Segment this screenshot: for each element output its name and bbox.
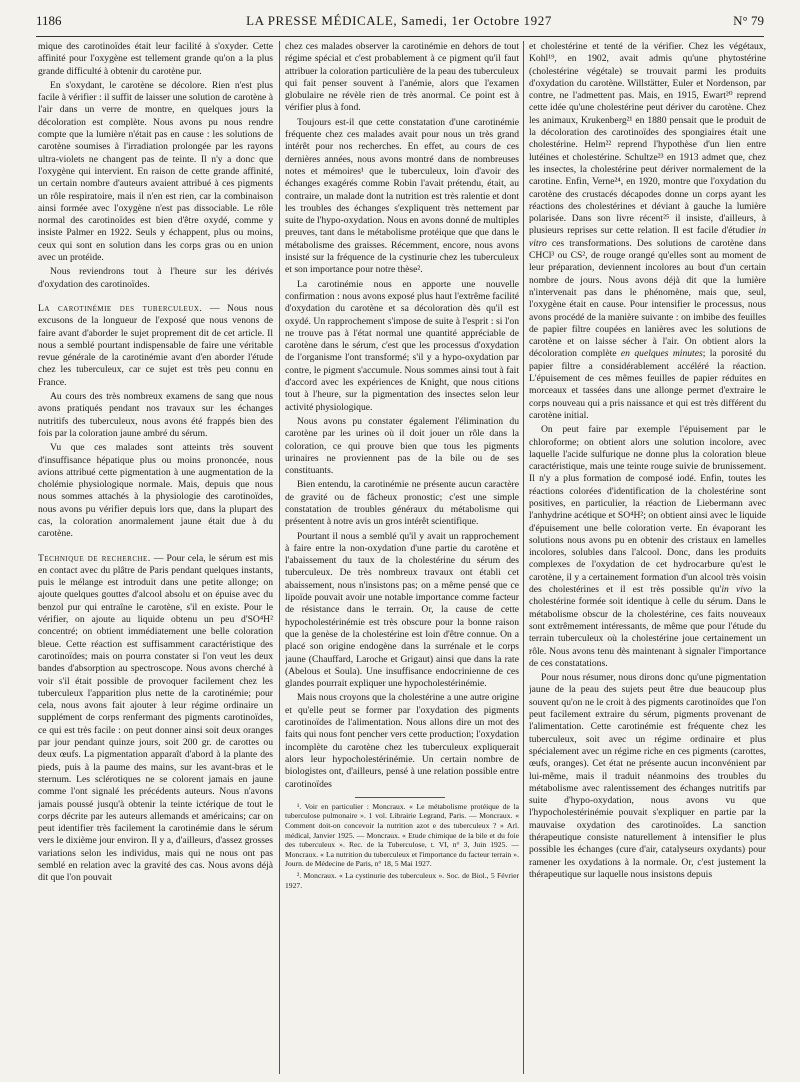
paragraph: mique des carotinoïdes était leur facilité à s'oxyder. Cette affinité pour l'oxygène est tellement grande qu'on a la plus grande difficulté à obtenir du carotène pur. bbox=[38, 41, 273, 77]
paragraph: Pour nous résumer, nous dirons donc qu'une pigmentation jaune de la peau des sujets peut être due beaucoup plus souvent qu'on ne le croit à des pigments carotinoïdes que l'on peut facilement extraire du sérum, pigments provenant de l'alimentation. Cette carotinémie est fréquente chez les tuberculeux, soit avec un régime ordinaire et plus spécialement avec un régime riche en ces pigments (carottes, œufs, oranges). Cet état ne présente aucun inconvénient par lui-même, mais il traduit néanmoins des troubles du métabolisme avec ralentissement des échanges nutritifs par suite d'hypo-oxydation, nous avons vu que l'hypocholestérinémie pouvait s'expliquer en partie par la mauvaise oxydation des carotinoïdes. La sanction thérapeutique consiste naturellement à intensifier le plus possible les échanges (cure d'air, catalyseurs oxydants) pour ramener les oxydations à la normale. Or, c'est justement la thérapeutique sur laquelle nous insistons depuis bbox=[529, 672, 766, 880]
paragraph: Bien entendu, la carotinémie ne présente aucun caractère de gravité ou de fâcheux pronostic; c'est une simple constatation de troubles généraux du métabolisme qui présentent à notre avis un gros intérêt scientifique. bbox=[285, 479, 519, 528]
paragraph-text: — Nous nous excusons de la longueur de l'exposé que nous venons de faire avant d'aborder le sujet proprement dit de cet article. Il nous a semblé pourtant indispensable de faire une véritable revue générale de la carotinémie avant d'en aborder l'étude chez les tuberculeux, car ce sujet est très peu connu en France. bbox=[38, 302, 273, 388]
issue-number: N° 79 bbox=[733, 13, 764, 28]
paragraph: Toujours est-il que cette constatation d'une carotinémie fréquente chez ces malades avait pour nous un très grand intérêt pour nos recherches. En effet, au cours de ces dernières années, nous avons montré dans de nombreuses notes et mémoires¹ que le tuberculeux, loin d'avoir des échanges exagérés comme Robin l'avait prétendu, était, au contraire, un malade dont la nutrition est très ralentie et dont les troubles des échanges s'expliquent très nettement par suite de l'hypo-oxydation. Nous en avons donné de multiples preuves, tant dans le métabolisme protéique que que dans le métabolisme des graisses. Récemment, encore, nous avons insisté sur la fréquence de la cystinurie chez les tuberculeux et son importance pour notre thèse². bbox=[285, 116, 519, 276]
paragraph: Vu que ces malades sont atteints très souvent d'insuffisance hépatique plus ou moins prononcée, nous avions attribué cette pigmentation à une augmentation de la cholémie physiologique normale. Mais, depuis que nous nous sommes attachés à la physiologie des carotinoïdes, nous avons pu vérifier depuis lors que, dans la plupart des cas, la coloration anormalement jaune était due à du carotène. bbox=[38, 442, 273, 540]
paragraph: Nous reviendrons tout à l'heure sur les dérivés d'oxydation des carotinoïdes. bbox=[38, 266, 273, 290]
section-heading: La carotinémie des tuberculeux. bbox=[38, 302, 203, 314]
paragraph-text: la cholestérine formée soit identique à celle du sérum. Dans le métabolisme obscur de la cholestérine, ces faits nouveaux sont extrêmement intéressants, de même que pour l'étude du terrain tuberculeux où la cholestérine joue certainement un rôle. Nous avons tenu dès maintenant à signaler l'importance de ces constatations. bbox=[529, 584, 766, 669]
paragraph: Pourtant il nous a semblé qu'il y avait un rapprochement à faire entre la non-oxydation d'une partie du carotène et l'abaissement du taux de la cholestérine du sérum des tuberculeux. De très nombreux travaux ont établi cet abaissement, nous n'insistons pas; on a même pensé que ce lipoïde pouvait avoir une notable importance comme facteur de résistance dans le terrain. Or, la cause de cette hypocholestérinémie est très obscure pour la bonne raison que la genèse de la cholestérine est loin d'être connue. On a placé son origine endogène dans la surrénale et le corps jaune (Chauffard, Laroche et Grigaut) ainsi que dans la rate (Abelous et Soula). Une insuffisance endocrinienne de ces glandes pourrait expliquer une hypocholestérinémie. bbox=[285, 530, 519, 690]
italic-text: in vitro bbox=[529, 225, 766, 249]
text-column-1 bbox=[38, 41, 273, 1075]
page-header bbox=[34, 13, 764, 35]
paragraph: Au cours des très nombreux examens de sang que nous avons pratiqués pendant nos travaux sur les échanges nutritifs des tuberculeux, nous avons été frappés bien des fois par la coloration jaune ambré du sérum. bbox=[38, 391, 273, 439]
paragraph-text: On peut faire par exemple l'épuisement par le chloroforme; on obtient alors une solution incolore, avec laquelle l'acide sulfurique ne donne plus la coloration bleue caractéristique, mais une teinte rouge suivie de brunissement. Il n'y a plus formation de composé iodé. Enfin, toutes les réactions colorées d'identification de la cholestérine sont positives, en particulier, la réaction de Liebermann avec l'anhydrine acétique et SO⁴H²; on obtient ainsi avec le liquide d'épuisement une belle coloration verte. En évaporant les solutions nous avons pu en obtenir des cristaux en lamelles incolores, solubles dans l'alcool. Donc, dans les produits complexes de l'oxydation de cet hydrocarbure qu'est le carotène, il y a certainement formation d'un alcool très voisin des cholestérines et il est très possible qu' bbox=[529, 424, 766, 596]
column-divider bbox=[279, 41, 280, 1074]
footnote-rule bbox=[355, 797, 445, 798]
journal-title: LA PRESSE MÉDICALE, Samedi, 1er Octobre 1927 bbox=[246, 13, 552, 28]
paragraph: La carotinémie nous en apporte une nouvelle confirmation : nous avons exposé plus haut l'extrême facilité d'oxydation du carotène et sa décoloration dès qu'il est oxydé. Un rapprochement s'impose de suite à l'esprit : si l'on ne trouve pas à l'état normal une quantité appréciable de carotène dans le sérum, c'est que les processus d'oxydation de l'organisme l'ont transformé; s'il y a hypo-oxydation par contre, le pigment s'accumule. Nous sommes ainsi tout à fait d'accord avec les expériences de Knight, que nous citions tout à l'heure, sur la pigmentation des insectes selon leur activité physiologique. bbox=[285, 278, 519, 413]
paragraph bbox=[529, 41, 766, 422]
section-heading: Technique de recherche. bbox=[38, 552, 151, 564]
paragraph-text: ces transformations. Des solutions de carotène dans CHCl³ ou CS², de rouge orangé qu'elles sont au moment de leur préparation, deviennent incolores au bout d'un certain nombre de jours. Nous avons déjà dit que la lumière n'intervenait pas dans le phénomène, mais que, seul, l'oxygène était en cause. Pour intensifier le processus, nous avons procédé de la manière suivante : on imbibe des feuilles de papier filtre coupées en lanières avec les solutions de carotène et on laisse sécher à l'air. On obtient alors la décoloration complète bbox=[529, 237, 766, 360]
column-divider bbox=[523, 41, 524, 1074]
footnote: ¹. Voir en particulier : Moncraux. « Le métabolisme protéique de la tuberculose pulmonaire ». 1 vol. Librairie Legrand, Paris. — Moncraux. « Comment doit-on concevoir la nutrition azot e des tuberculeux ? » Arl. médical, Janvier 1925. — Moncraux. « Etude chimique de la bile et du foie des tuberculeux ». Rec. de la Tuberculose, t. VI, n° 3, Juin 1925. — Moncraux. « La nutrition du tuberculeux et l'importance du facteur terrain ». Journ. de Médecine de Paris, n° 18, 5 Mai 1927. bbox=[285, 801, 519, 869]
paragraph: Mais nous croyons que la cholestérine a une autre origine et qu'elle peut se former par l'oxydation des pigments carotinoïdes de l'alimentation. Nous allons dire un mot des faits qui nous font pencher vers cette production; l'oxydation incomplète du carotène chez les tuberculeux expliquerait alors leur hypocholestérinémie. Un certain nombre de biologistes ont, d'ailleurs, pensé à une relation possible entre carotinoïdes bbox=[285, 692, 519, 790]
paragraph: En s'oxydant, le carotène se décolore. Rien n'est plus facile à vérifier : il suffit de laisser une solution de carotène à l'air dans un verre de montre, en quelques jours la décoloration est complète. Nous avons pu nous rendre compte que la lumière n'était pas en cause : les solutions de carotène soumises à l'irradiation prolongée par les rayons ultra-violets ne changent pas de teinte. Il n'y a donc que l'oxygène qui intervient. En raison de cette grande affinité, un certain nombre d'auteurs avaient attribué à ces pigments un rôle respiratoire, mais il n'en est rien, car la combinaison ainsi formée avec l'oxygène n'est pas dissociable. Le rôle normal des carotinoïdes est bien d'être oxydé, comme y insiste Palmer en 1922. Seuls y échappent, plus ou moins, ceux qui sont en solution dans les corps gras ou en union avec un protéide. bbox=[38, 79, 273, 264]
text-column-3 bbox=[529, 41, 766, 1075]
paragraph-text: — Pour cela, le sérum est mis en contact avec du plâtre de Paris pendant quelques instants, puis le mélange est introduit dans une petite allonge; on ajoute quelques gouttes d'alcool absolu et on épuise avec du benzol pur qui entraîne le carotène, s'il en existe. Pour le vérifier, on ajoute au liquide obtenu un peu d'SO⁴H² concentré; on obtient immédiatement une belle coloration bleue. Cette réaction est suffisamment caractéristique des carotinoïdes; mais on pourra constater si l'on veut les deux bandes d'absorption au spectroscope. Nous avons cherché à voir s'il était possible de provoquer facilement chez les tuberculeux l'apparition plus nette de la carotinémie; pour cela, nous avons fait ajouter à leur régime ordinaire un supplément de corps renfermant des pigments carotinoïdes, ce qui est très facile : on peut donner ainsi soit deux oranges par jour pendant quinze jours, soit 200 gr. de carottes ou deux œufs. La pigmentation apparaît d'abord à la plante des pieds, puis à la paume des mains, sur les avant-bras et le sternum. Les sclérotiques ne se colorent jamais en jaune comme l'ont signalé les précédents auteurs. Nous n'avons jamais poussé jusqu'à obtenir la teinte ictérique de tout le corps décrite par les auteurs allemands et américains; car on peut identifier très facilement la carotinémie dans le sérum vers le dixième jour environ. Il y a, d'ailleurs, d'assez grosses variations selon les individus, mais qui ne nous ont pas semblé en relation avec la gravité des cas. Nous avons déjà dit que l'on pouvait bbox=[38, 552, 273, 884]
paragraph-text: ; la porosité du papier filtre a considérablement accéléré la réaction. L'épuisement de ces mêmes feuilles de papier réduites en morceaux et tassées dans une allonge permet d'extraire le corps nouveau qui a pris naissance et qui est très différent du carotène initial. bbox=[529, 348, 766, 421]
italic-text: in vivo bbox=[721, 584, 752, 596]
paragraph: Nous avons pu constater également l'élimination du carotène par les urines où il doit jouer un rôle dans la coloration, ce qui prouve bien que tous les pigments urinaires ne proviennent pas de la bile ou de ses constituants. bbox=[285, 415, 519, 477]
header-rule bbox=[36, 36, 764, 37]
paragraph-text: et cholestérine et tenté de la vérifier. Chez les végétaux, Kohl¹⁹, en 1902, avait admis qu'une phytostérine (cholestérine végétale) se trouvait parmi les produits d'oxydation du carotène. Willstätter, Euler et Nordenson, par contre, ne l'admettent pas. Mais, en 1915, Ewart²⁰ reprend cette idée qu'une cholestérine peut dériver du carotène. Chez les animaux, Krukenberg²¹ en 1880 pensait que le produit de la décoloration des carotinoïdes des spongiaires était une cholestérine. Helm²² reprend l'hypothèse d'un lien entre lutéines et cholestérine. Schultze²³ en 1913 admet que, chez les insectes, la cholestérine peut dériver normalement de la carotine. Enfin, Verne²⁴, en 1920, montre que l'oxydation du carotène des crustacés décapodes donne un corps ayant les réactions des cholestérines et déviant à gauche la lumière polarisée. Dans son livre récent²⁵ il insiste, d'ailleurs, à plusieurs reprises sur cette relation. Il est facile d'étudier bbox=[529, 41, 766, 237]
italic-text: en quelques minutes bbox=[620, 348, 703, 360]
paragraph: chez ces malades observer la carotinémie en dehors de tout régime spécial et c'est probablement à ce pigment qu'il faut attribuer la coloration particulière de la peau des tuberculeux qui fait penser souvent à l'anémie, alors que l'examen globulaire ne révèle rien de très anormal. Ce point est à vérifier plus à fond. bbox=[285, 41, 519, 114]
footnote: ². Moncraux. « La cystinurie des tuberculeux ». Soc. de Biol., 5 Février 1927. bbox=[285, 870, 519, 890]
text-column-2 bbox=[285, 41, 519, 1075]
page-number: 1186 bbox=[36, 13, 62, 28]
paragraph bbox=[529, 424, 766, 670]
